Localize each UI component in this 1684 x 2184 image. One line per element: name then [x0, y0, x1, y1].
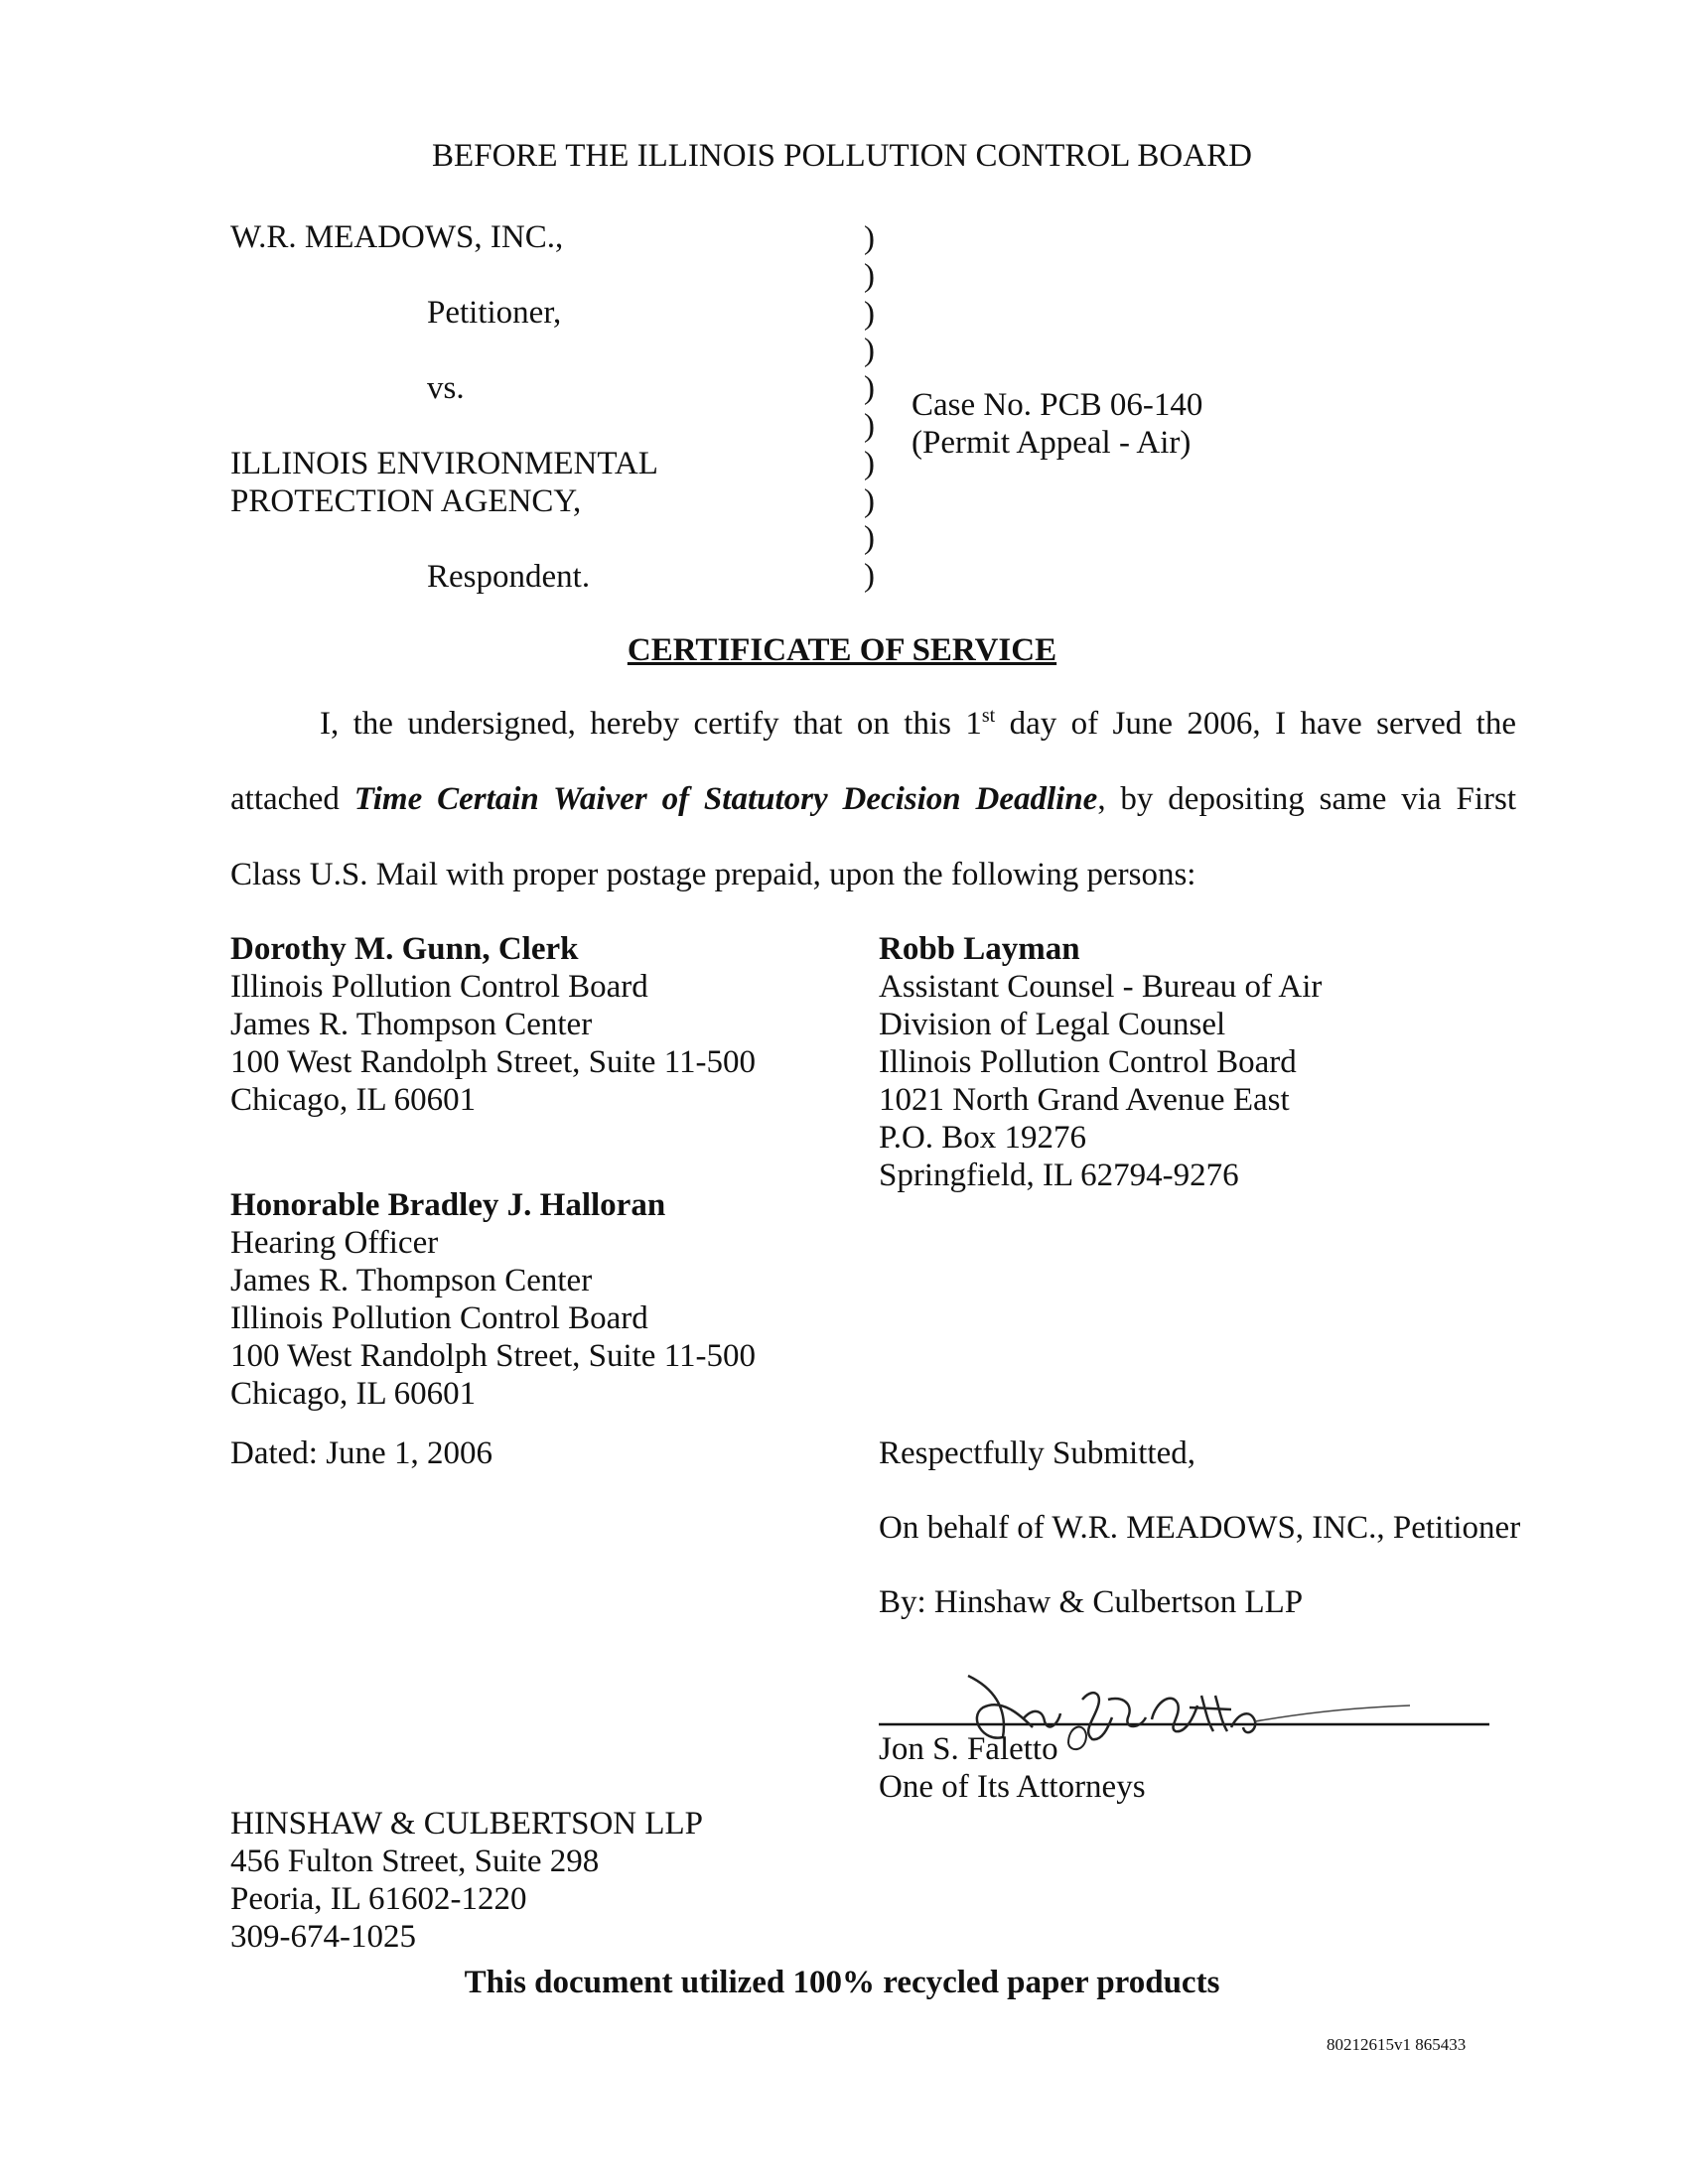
certificate-body-line-2: attached Time Certain Waiver of Statutory Decision Deadline, by depositing same via First: [230, 781, 1517, 817]
recipient-address-line: P.O. Box 19276: [879, 1120, 1087, 1156]
by-firm-line: By: Hinshaw & Culbertson LLP: [879, 1584, 1304, 1620]
petitioner-name: W.R. MEADOWS, INC.,: [230, 219, 564, 255]
recipient-clerk: [230, 930, 756, 1119]
caption-paren: ): [864, 558, 875, 595]
case-number: Case No. PCB 06-140: [912, 387, 1203, 423]
document-id: 80212615v1 865433: [1327, 2035, 1467, 2054]
caption-paren: ): [864, 520, 875, 557]
recipient-address-line: 1021 North Grand Avenue East: [879, 1082, 1290, 1118]
recipient-address-line: Assistant Counsel - Bureau of Air: [879, 969, 1323, 1005]
respondent-name-line2: PROTECTION AGENCY,: [230, 483, 582, 519]
dated-line: Dated: June 1, 2006: [230, 1435, 492, 1471]
recipient-name: Robb Layman: [879, 931, 1080, 967]
recipient-address-line: Chicago, IL 60601: [230, 1082, 477, 1118]
signer-name: Jon S. Faletto: [879, 1731, 1058, 1767]
recipient-address-line: Chicago, IL 60601: [230, 1376, 477, 1412]
recipient-address-line: 100 West Randolph Street, Suite 11-500: [230, 1044, 756, 1080]
court-title: BEFORE THE ILLINOIS POLLUTION CONTROL BOARD: [432, 138, 1252, 174]
caption-paren: ): [864, 445, 875, 481]
caption-paren: ): [864, 220, 875, 256]
caption-paren: ): [864, 407, 875, 444]
signer-title: One of Its Attorneys: [879, 1769, 1146, 1805]
respondent-label: Respondent.: [427, 559, 591, 595]
recipient-address-line: James R. Thompson Center: [230, 1263, 593, 1298]
caption-paren: ): [864, 333, 875, 369]
respondent-name-line1: ILLINOIS ENVIRONMENTAL: [230, 446, 658, 481]
recipient-address-line: 100 West Randolph Street, Suite 11-500: [230, 1338, 756, 1374]
caption-paren: ): [864, 370, 875, 407]
recipient-hearing-officer: [230, 1186, 756, 1413]
recipient-address-line: Illinois Pollution Control Board: [879, 1044, 1297, 1080]
petitioner-label: Petitioner,: [427, 295, 562, 331]
firm-address-line: 456 Fulton Street, Suite 298: [230, 1843, 600, 1879]
certificate-body-line-3: Class U.S. Mail with proper postage prepaid, upon the following persons:: [230, 857, 1196, 892]
recycled-paper-notice: This document utilized 100% recycled paper products: [464, 1965, 1220, 2000]
recipient-counsel: [879, 930, 1322, 1194]
on-behalf-line: On behalf of W.R. MEADOWS, INC., Petitioner: [879, 1510, 1521, 1546]
recipient-address-line: Illinois Pollution Control Board: [230, 969, 648, 1005]
respectfully-submitted: Respectfully Submitted,: [879, 1435, 1195, 1471]
caption-paren: ): [864, 257, 875, 294]
versus-label: vs.: [427, 370, 465, 406]
caption-paren: ): [864, 482, 875, 519]
case-type: (Permit Appeal - Air): [912, 425, 1192, 461]
recipient-address-line: Division of Legal Counsel: [879, 1007, 1226, 1042]
recipient-address-line: Springfield, IL 62794-9276: [879, 1158, 1239, 1193]
caption-paren: ): [864, 295, 875, 332]
firm-address-block: [230, 1805, 703, 1956]
certificate-heading: CERTIFICATE OF SERVICE: [627, 632, 1057, 668]
firm-name: HINSHAW & CULBERTSON LLP: [230, 1806, 704, 1842]
served-document-title: Time Certain Waiver of Statutory Decision Deadline: [353, 781, 1098, 817]
firm-phone: 309-674-1025: [230, 1919, 416, 1955]
certificate-body-line-1: I, the undersigned, hereby certify that on this 1st day of June 2006, I have served the: [320, 705, 1516, 742]
recipient-address-line: Illinois Pollution Control Board: [230, 1300, 648, 1336]
recipient-name: Honorable Bradley J. Halloran: [230, 1187, 666, 1223]
recipient-address-line: Hearing Officer: [230, 1225, 439, 1261]
caption-parentheses: [864, 220, 875, 596]
recipient-address-line: James R. Thompson Center: [230, 1007, 593, 1042]
recipient-name: Dorothy M. Gunn, Clerk: [230, 931, 579, 967]
firm-address-line: Peoria, IL 61602-1220: [230, 1881, 527, 1917]
